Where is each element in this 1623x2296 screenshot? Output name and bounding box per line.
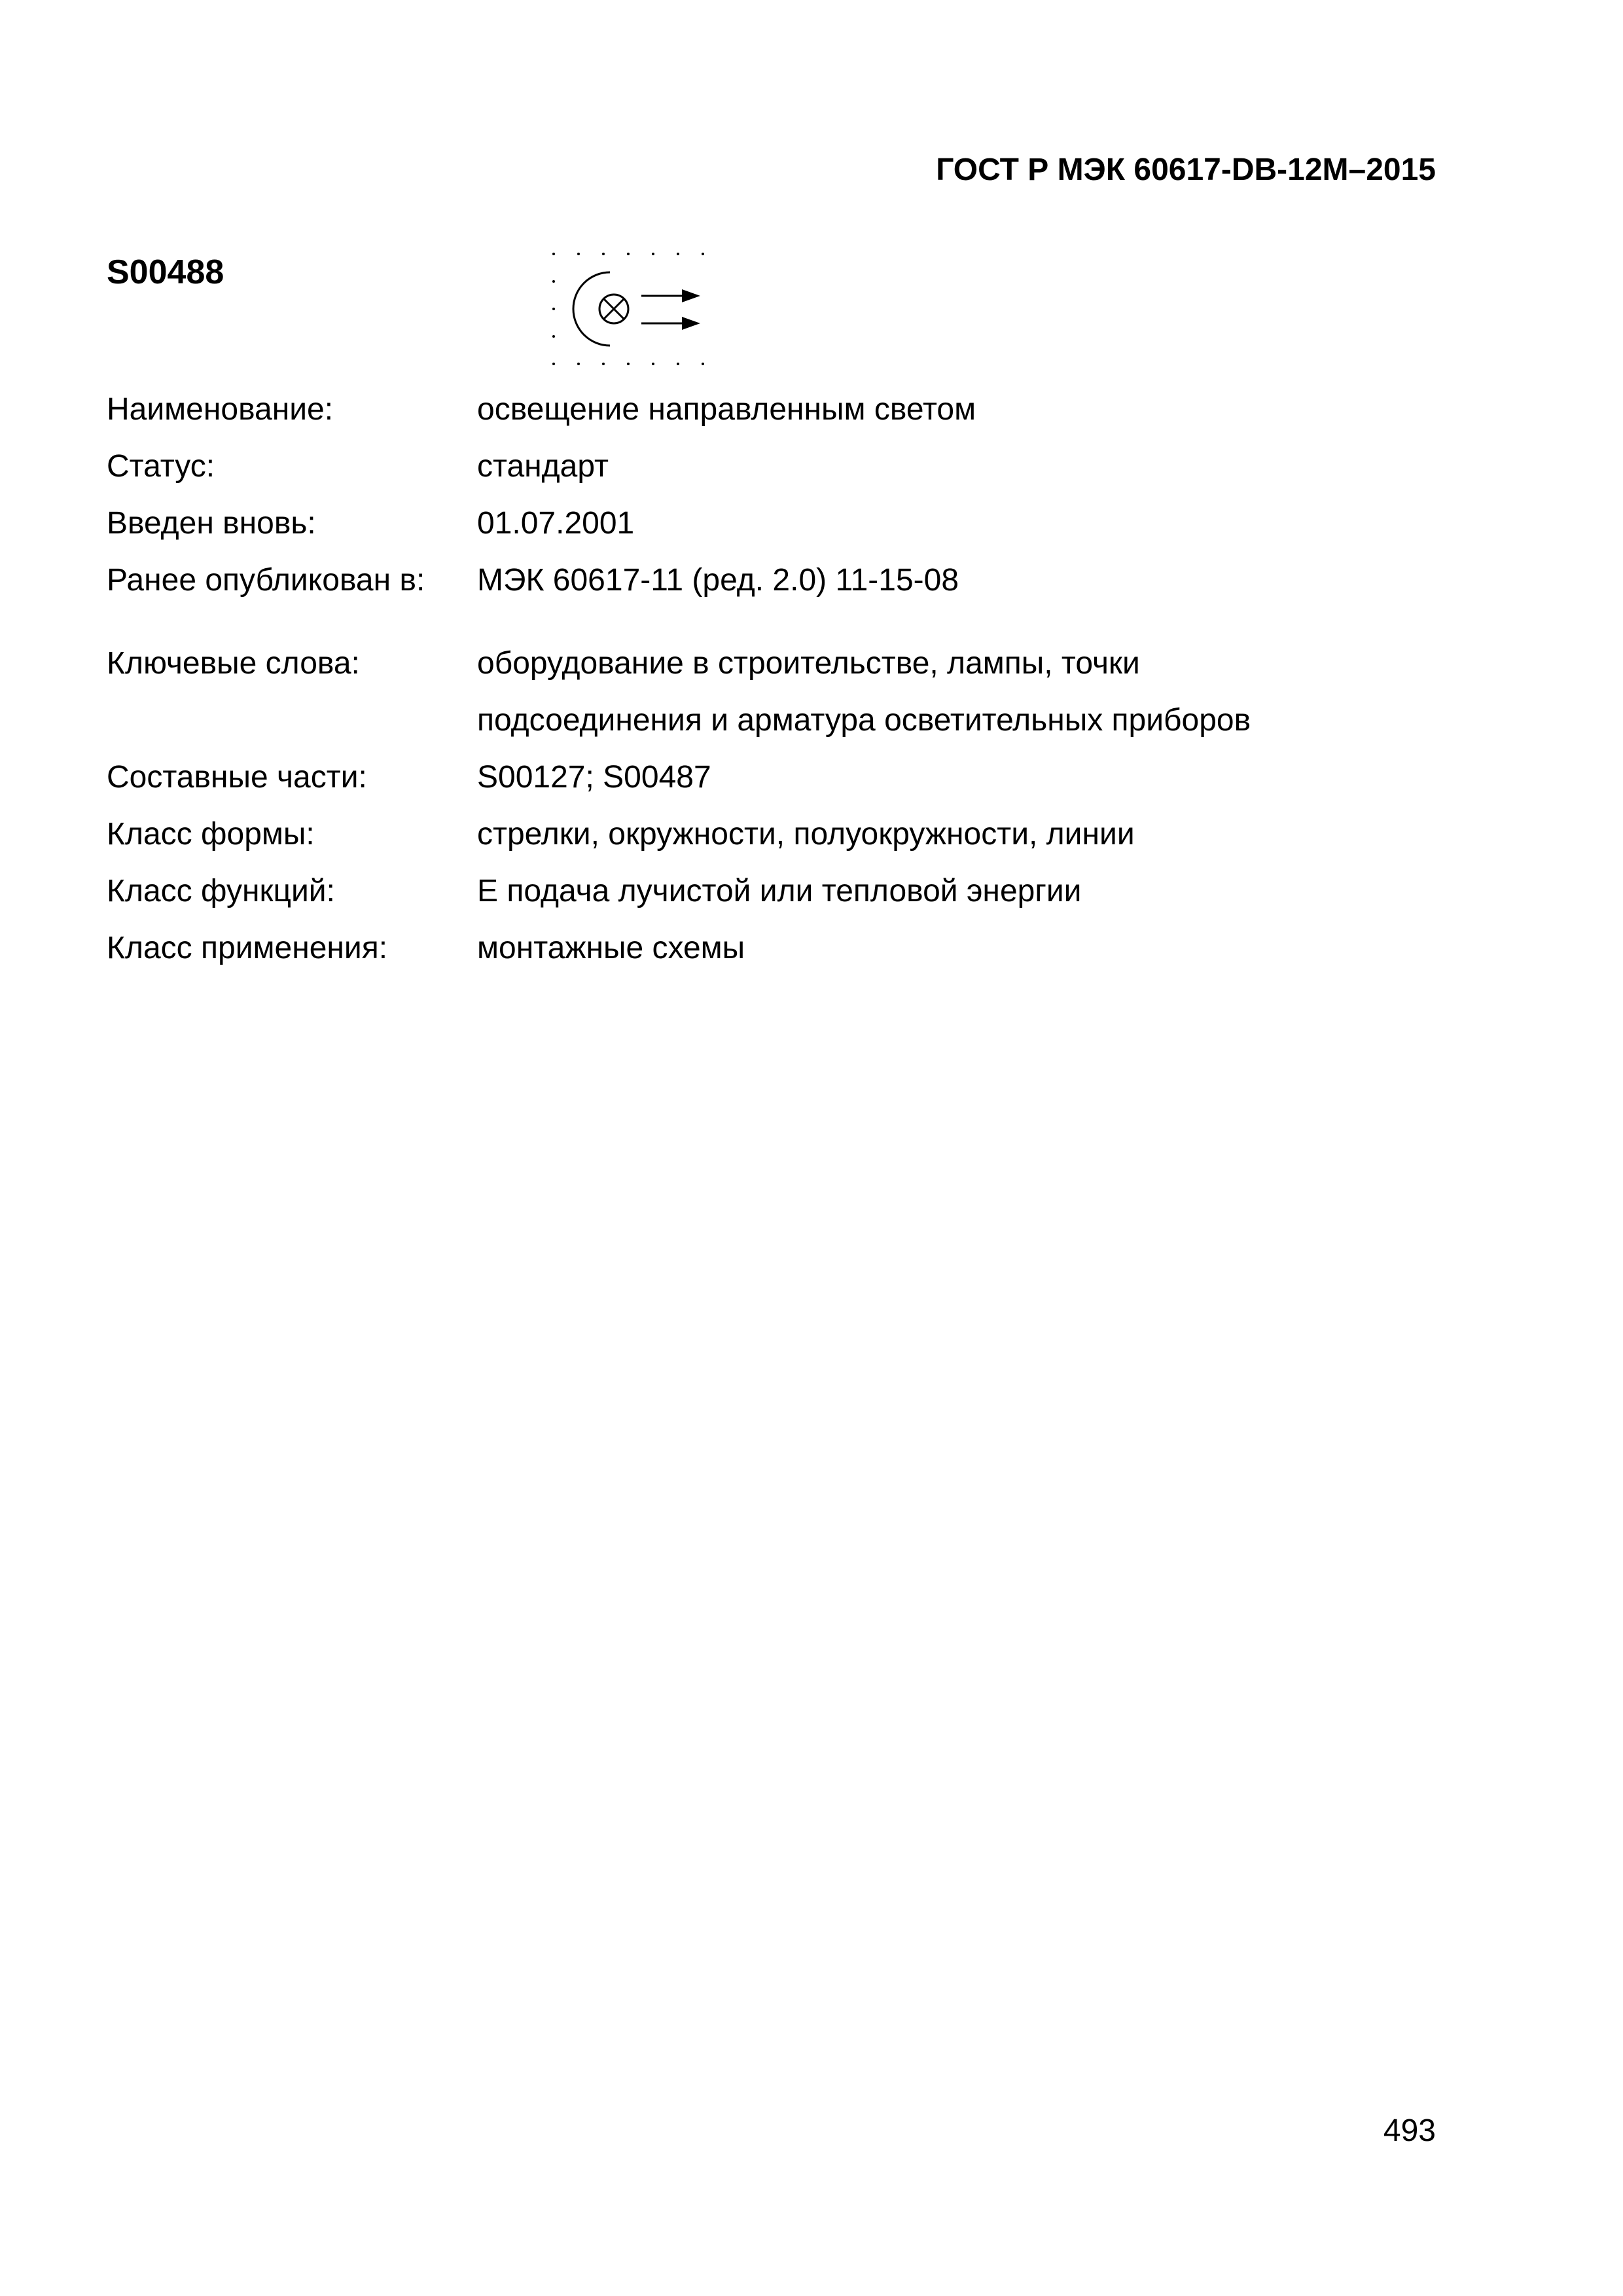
- property-value: [477, 635, 1481, 749]
- property-value: МЭК 60617-11 (ред. 2.0) 11-15-08: [477, 563, 959, 598]
- keywords-line-2: подсоединения и арматура осветительных приборов: [477, 703, 1251, 738]
- property-label: Наименование:: [107, 392, 334, 427]
- lamp-directed-light-icon: [543, 247, 708, 369]
- property-label: Класс применения:: [107, 931, 388, 965]
- symbol-figure: [543, 247, 708, 369]
- property-value: освещение направленным светом: [477, 392, 976, 427]
- page-header-standard: ГОСТ Р МЭК 60617-DB-12M–2015: [936, 152, 1436, 187]
- property-value: Е подача лучистой или тепловой энергии: [477, 874, 1082, 908]
- properties-table: [107, 381, 1481, 977]
- property-value: монтажные схемы: [477, 931, 745, 965]
- property-row-name: [107, 381, 1481, 438]
- property-value: 01.07.2001: [477, 506, 635, 541]
- keywords-line-1: оборудование в строительстве, лампы, точки: [477, 646, 1140, 681]
- property-row-shape-class: [107, 806, 1481, 863]
- property-value: стандарт: [477, 449, 609, 484]
- property-row-published: [107, 552, 1481, 609]
- property-row-keywords: [107, 635, 1481, 749]
- property-row-function-class: [107, 863, 1481, 920]
- property-row-application-class: [107, 920, 1481, 977]
- property-value: стрелки, окружности, полуокружности, линии: [477, 817, 1135, 852]
- symbol-code: S00488: [107, 253, 224, 291]
- property-row-components: [107, 749, 1481, 806]
- property-value: S00127; S00487: [477, 760, 711, 795]
- property-label: Ранее опубликован в:: [107, 563, 425, 598]
- property-label: Введен вновь:: [107, 506, 316, 541]
- property-label: Класс формы:: [107, 817, 315, 852]
- property-label: Класс функций:: [107, 874, 335, 908]
- property-label: Ключевые слова:: [107, 646, 360, 681]
- property-row-introduced: [107, 495, 1481, 552]
- property-row-status: [107, 438, 1481, 495]
- property-label: Статус:: [107, 449, 215, 484]
- page-number: 493: [1383, 2113, 1436, 2148]
- property-label: Составные части:: [107, 760, 367, 795]
